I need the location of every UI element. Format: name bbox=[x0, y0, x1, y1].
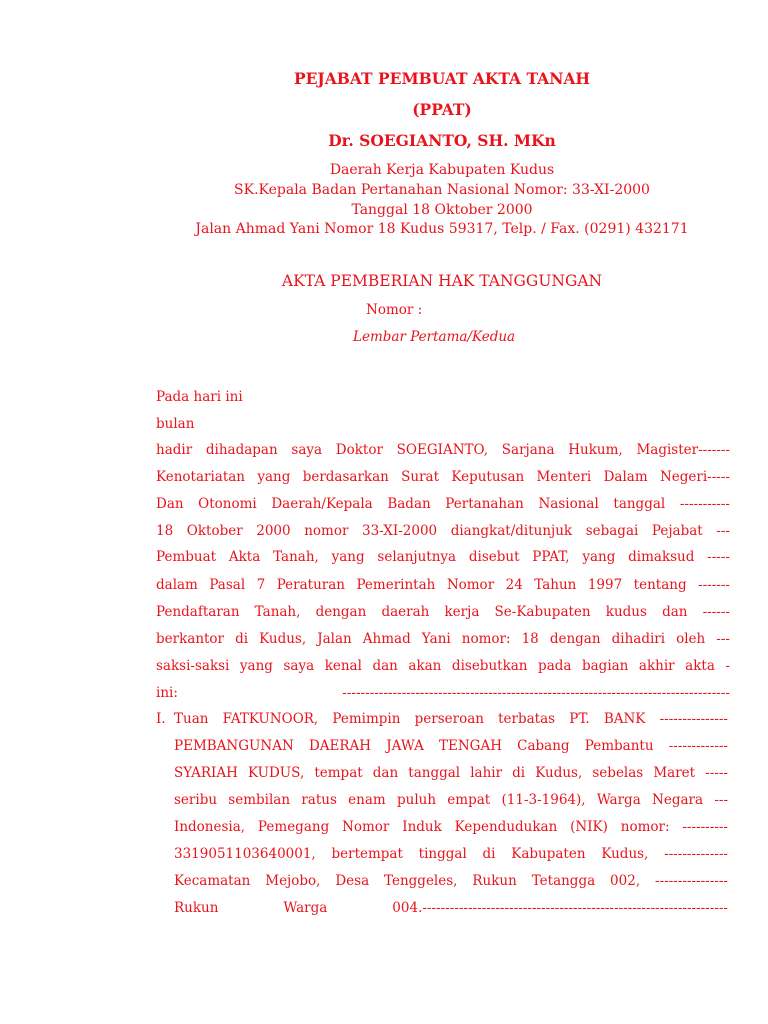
day-label: Pada hari ini bbox=[156, 389, 243, 405]
body-line: hadir dihadapan saya Doktor SOEGIANTO, Sarjana Hukum, Magister------- bbox=[156, 442, 730, 458]
party-line: seribu sembilan ratus enam puluh empat (11-3-1964), Warga Negara --- bbox=[174, 792, 728, 808]
party-line: Rukun Warga 004.------------------------------------------------------------------- bbox=[174, 900, 728, 916]
party-line: PEMBANGUNAN DAERAH JAWA TENGAH Cabang Pembantu ------------- bbox=[174, 738, 728, 754]
decree-date: Tanggal 18 Oktober 2000 bbox=[351, 202, 533, 218]
body-line: saksi-saksi yang saya kenal dan akan disebutkan pada bagian akhir akta - bbox=[156, 658, 730, 674]
office-title: PEJABAT PEMBUAT AKTA TANAH bbox=[293, 69, 591, 88]
office-abbrev: (PPAT) bbox=[412, 100, 472, 119]
body-line: berkantor di Kudus, Jalan Ahmad Yani nomor: 18 dengan dihadiri oleh --- bbox=[156, 631, 730, 647]
deed-title: AKTA PEMBERIAN HAK TANGGUNGAN bbox=[281, 272, 603, 290]
party-line: SYARIAH KUDUS, tempat dan tanggal lahir di Kudus, sebelas Maret ----- bbox=[174, 765, 728, 781]
party-line: Indonesia, Pemegang Nomor Induk Kependudukan (NIK) nomor: ---------- bbox=[174, 819, 728, 835]
official-name: Dr. SOEGIANTO, SH. MKn bbox=[328, 131, 556, 150]
party-line: Kecamatan Mejobo, Desa Tenggeles, Rukun Tetangga 002, ---------------- bbox=[174, 873, 728, 889]
body-line: Dan Otonomi Daerah/Kepala Badan Pertanahan Nasional tanggal ----------- bbox=[156, 496, 730, 512]
month-label: bulan bbox=[156, 416, 195, 432]
work-region: Daerah Kerja Kabupaten Kudus bbox=[329, 162, 555, 178]
body-line: Pembuat Akta Tanah, yang selanjutnya disebut PPAT, yang dimaksud ----- bbox=[156, 549, 730, 565]
deed-number-label: Nomor : bbox=[366, 302, 423, 318]
sheet-label: Lembar Pertama/Kedua bbox=[353, 329, 516, 345]
decree-line: SK.Kepala Badan Pertanahan Nasional Nomor: 33-XI-2000 bbox=[234, 182, 650, 198]
party-line: 3319051103640001, bertempat tinggal di Kabupaten Kudus, -------------- bbox=[174, 846, 728, 862]
body-line: 18 Oktober 2000 nomor 33-XI-2000 diangkat/ditunjuk sebagai Pejabat --- bbox=[156, 523, 730, 539]
body-line: ini: ------------------------------------------------------------------------------------- bbox=[156, 685, 730, 701]
office-address: Jalan Ahmad Yani Nomor 18 Kudus 59317, Telp. / Fax. (0291) 432171 bbox=[195, 221, 689, 237]
body-line: Pendaftaran Tanah, dengan daerah kerja Se-Kabupaten kudus dan ------ bbox=[156, 604, 730, 620]
body-line: dalam Pasal 7 Peraturan Pemerintah Nomor 24 Tahun 1997 tentang ------- bbox=[156, 577, 730, 593]
body-line: Kenotariatan yang berdasarkan Surat Keputusan Menteri Dalam Negeri----- bbox=[156, 469, 730, 485]
party-number: I. bbox=[156, 711, 166, 727]
party-line: Tuan FATKUNOOR, Pemimpin perseroan terbatas PT. BANK --------------- bbox=[174, 711, 728, 727]
